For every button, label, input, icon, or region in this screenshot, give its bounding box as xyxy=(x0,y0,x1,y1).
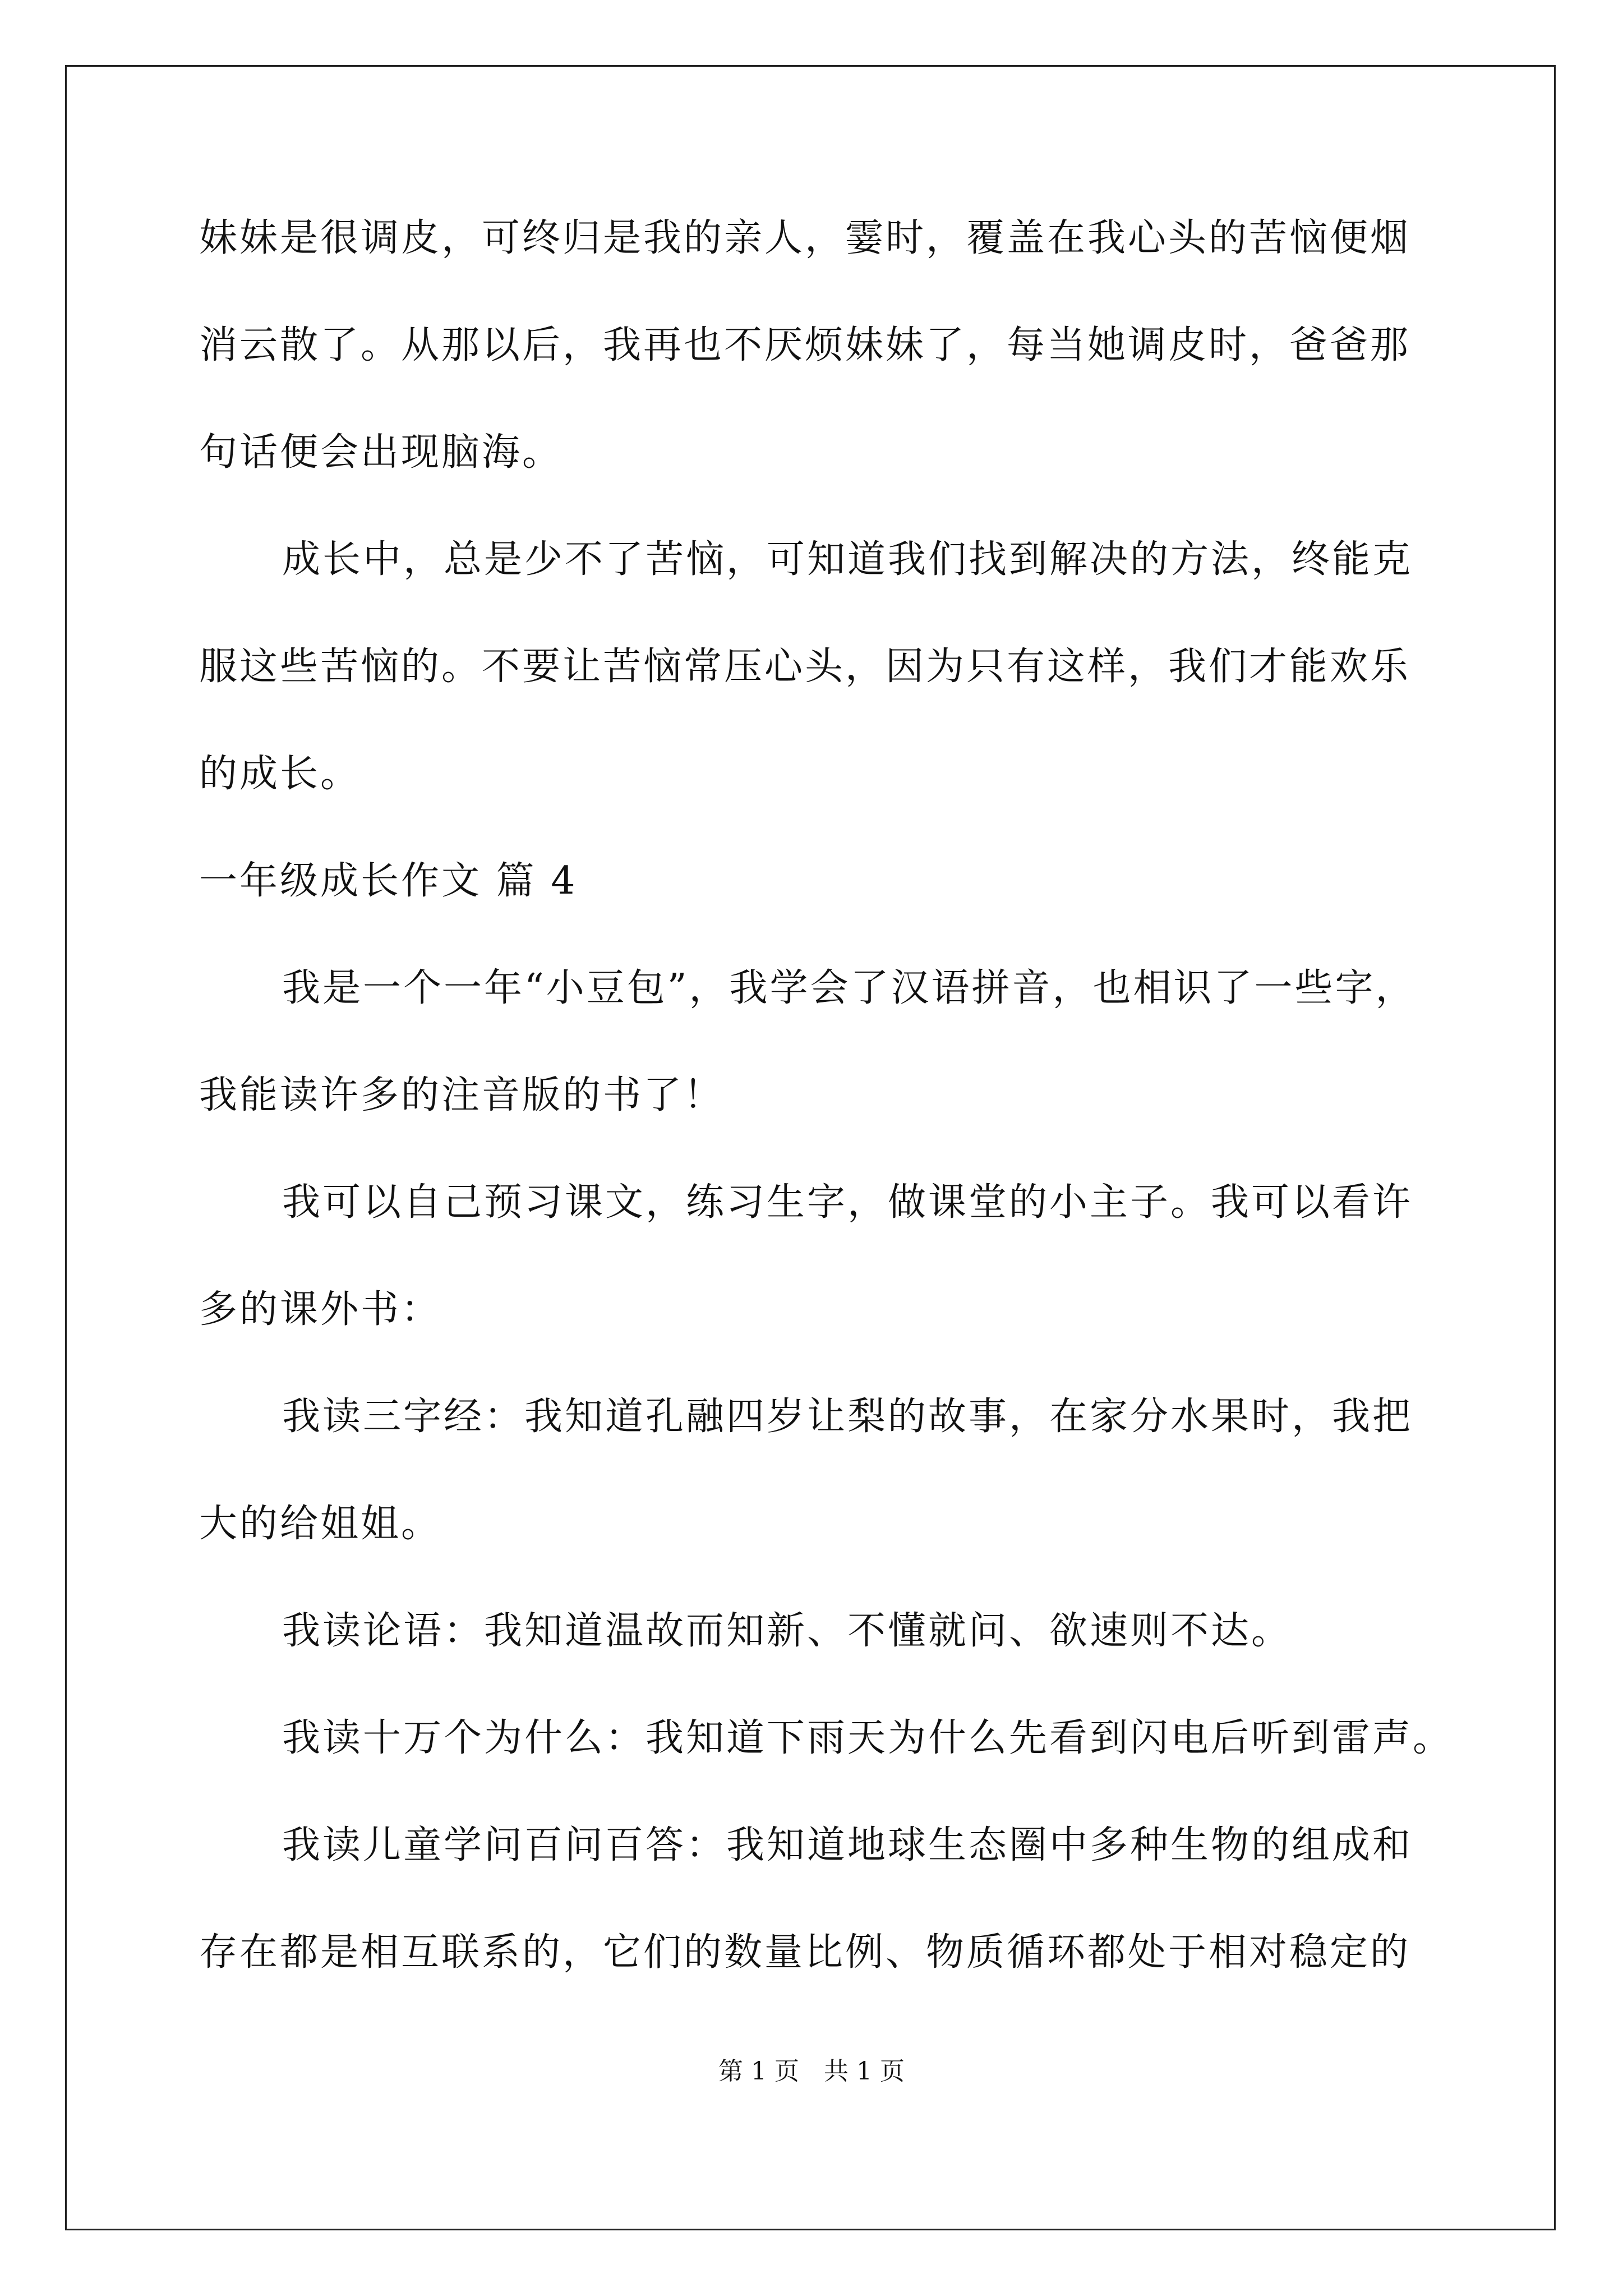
text-line: 成长中，总是少不了苦恼，可知道我们找到解决的方法，终能克 xyxy=(282,537,1413,582)
text-line: 大的给姐姐。 xyxy=(199,1502,442,1546)
text-line: 消云散了。从那以后，我再也不厌烦妹妹了，每当她调皮时，爸爸那 xyxy=(199,323,1411,367)
text-line: 我读三字经：我知道孔融四岁让梨的故事，在家分水果时，我把 xyxy=(282,1395,1413,1439)
text-line: 我读儿童学问百问百答：我知道地球生态圈中多种生物的组成和 xyxy=(282,1823,1413,1867)
text-line: 的成长。 xyxy=(199,752,361,796)
text-line: 我读论语：我知道温故而知新、不懂就问、欲速则不达。 xyxy=(282,1609,1292,1653)
text-line: 我是一个一年“小豆包”，我学会了汉语拼音，也相识了一些字， xyxy=(282,966,1416,1010)
text-line: 我读十万个为什么：我知道下雨天为什么先看到闪电后听到雷声。 xyxy=(282,1716,1454,1760)
text-line: 妹妹是很调皮，可终归是我的亲人，霎时，覆盖在我心头的苦恼便烟 xyxy=(199,216,1411,260)
text-line: 多的课外书： xyxy=(199,1287,442,1332)
text-line: 我可以自己预习课文，练习生字，做课堂的小主子。我可以看许 xyxy=(282,1180,1413,1225)
text-line: 服这些苦恼的。不要让苦恼常压心头，因为只有这样，我们才能欢乐 xyxy=(199,645,1411,689)
text-line: 存在都是相互联系的，它们的数量比例、物质循环都处于相对稳定的 xyxy=(199,1930,1411,1975)
section-heading: 一年级成长作文 篇 4 xyxy=(199,859,578,903)
page-border xyxy=(65,65,1556,2230)
text-line: 我能读许多的注音版的书了！ xyxy=(199,1073,725,1117)
page-footer: 第 1 页 共 1 页 xyxy=(718,2057,905,2086)
text-line: 句话便会出现脑海。 xyxy=(199,430,563,475)
